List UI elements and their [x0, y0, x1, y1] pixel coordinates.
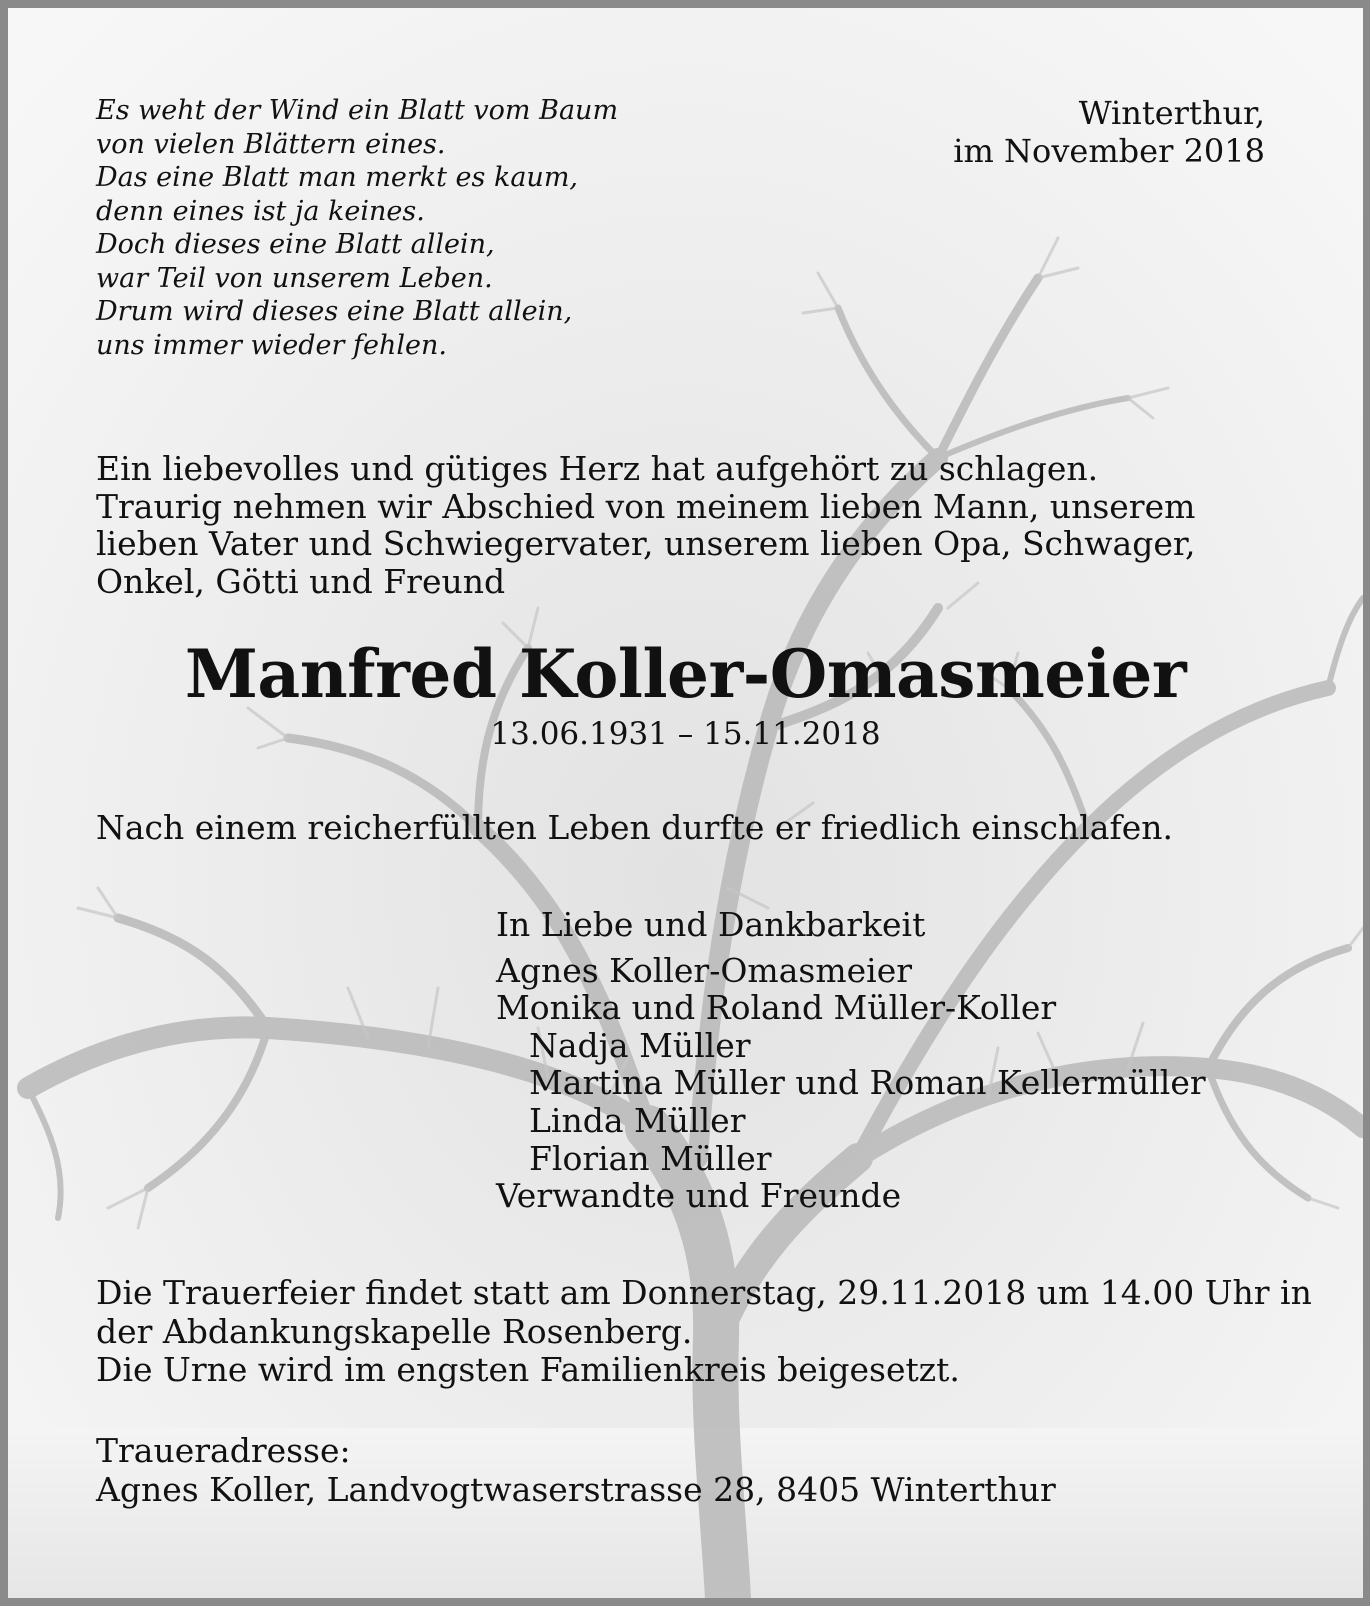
address-value: Agnes Koller, Landvogtwaserstrasse 28, 8405 Winterthur: [96, 1469, 1056, 1509]
poem: [96, 94, 618, 362]
signer-name: Verwandte und Freunde: [496, 1176, 902, 1216]
poem-line: war Teil von unserem Leben.: [96, 262, 493, 294]
signers-heading: In Liebe und Dankbarkeit: [496, 905, 926, 944]
signer-name: Nadja Müller: [529, 1025, 751, 1065]
ceremony-line: der Abdankungskapelle Rosenberg.: [96, 1311, 693, 1351]
date: im November 2018: [953, 132, 1265, 170]
mourning-address: [96, 1432, 1056, 1509]
signer-name: Martina Müller und Roman Kellermüller: [529, 1063, 1206, 1103]
signer-name: Florian Müller: [529, 1138, 772, 1178]
death-notice-page: [8, 8, 1363, 1598]
signer-name: Linda Müller: [529, 1100, 746, 1140]
poem-line: denn eines ist ja keines.: [96, 195, 425, 227]
place-and-date: [953, 94, 1265, 170]
poem-line: Doch dieses eine Blatt allein,: [96, 229, 495, 260]
ceremony-info: [96, 1274, 1312, 1390]
poem-line: uns immer wieder fehlen.: [96, 329, 447, 361]
deceased-name: Manfred Koller-Omasmeier: [184, 635, 1187, 713]
intro-line: Onkel, Götti und Freund: [96, 561, 506, 601]
signer-name: Monika und Roland Müller-Koller: [496, 988, 1057, 1028]
address-label: Traueradresse:: [96, 1431, 351, 1470]
ceremony-line: Die Urne wird im engsten Familienkreis beigesetzt.: [96, 1350, 960, 1389]
intro-line: lieben Vater und Schwiegervater, unserem lieben Opa, Schwager,: [96, 524, 1196, 563]
signers-block: [496, 906, 1206, 1215]
place: Winterthur,: [1078, 94, 1265, 132]
poem-line: von vielen Blättern eines.: [96, 128, 446, 160]
poem-line: Es weht der Wind ein Blatt vom Baum: [96, 95, 619, 126]
intro-line: Traurig nehmen wir Abschied von meinem lieben Mann, unserem: [96, 486, 1196, 526]
passing-note: Nach einem reicherfüllten Leben durfte er friedlich einschlafen.: [96, 808, 1173, 847]
intro-text: [96, 450, 1196, 600]
poem-line: Drum wird dieses eine Blatt allein,: [96, 296, 573, 327]
signer-name: Agnes Koller-Omasmeier: [496, 950, 912, 990]
poem-line: Das eine Blatt man merkt es kaum,: [96, 162, 579, 193]
ceremony-line: Die Trauerfeier findet statt am Donnerstag, 29.11.2018 um 14.00 Uhr in: [96, 1273, 1312, 1312]
life-dates: 13.06.1931 – 15.11.2018: [490, 716, 881, 752]
intro-line: Ein liebevolles und gütiges Herz hat aufgehört zu schlagen.: [96, 449, 1099, 488]
